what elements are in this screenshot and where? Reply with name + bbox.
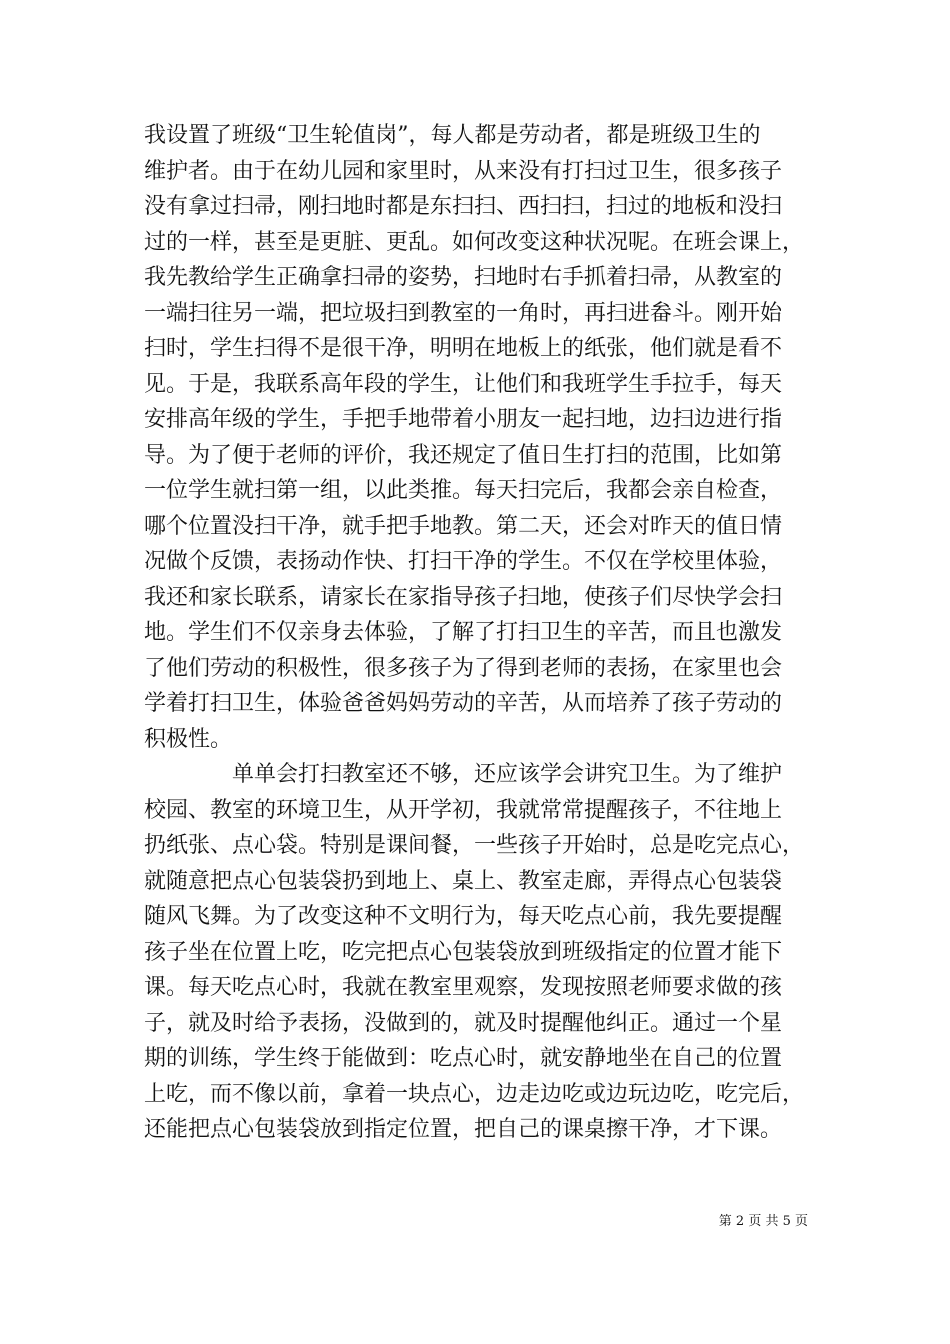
text-line: 维护者。由于在幼儿园和家里时，从来没有打扫过卫生，很多孩子 [144,158,783,184]
text-line: 校园、教室的环境卫生，从开学初，我就常常提醒孩子，不往地上 [144,797,783,823]
text-line: 期的训练，学生终于能做到：吃点心时，就安静地坐在自己的位置 [144,1046,783,1071]
text-line: 况做个反馈，表扬动作快、打扫干净的学生。不仅在学校里体验， [144,549,783,574]
text-line: 一端扫往另一端，把垃圾扫到教室的一角时，再扫进畚斗。刚开始 [144,300,783,326]
page-number: 第 2 页 共 5 页 [718,1214,808,1229]
text-line: 我还和家长联系，请家长在家指导孩子扫地，使孩子们尽快学会扫 [144,584,783,610]
text-line: 扫时，学生扫得不是很干净，明明在地板上的纸张，他们就是看不 [144,336,783,361]
text-line: 了他们劳动的积极性，很多孩子为了得到老师的表扬，在家里也会 [144,655,783,681]
text-line: 还能把点心包装袋放到指定位置，把自己的课桌擦干净，才下课。 [144,1117,783,1142]
text-line: 导。为了便于老师的评价，我还规定了值日生打扫的范围，比如第 [144,442,783,468]
text-line: 积极性。 [144,726,233,752]
text-line: 我先教给学生正确拿扫帚的姿势，扫地时右手抓着扫帚，从教室的 [144,265,783,290]
text-line: 单单会打扫教室还不够，还应该学会讲究卫生。为了维护 [144,762,783,787]
text-line: 哪个位置没扫干净，就手把手地教。第二天，还会对昨天的值日情 [144,513,783,539]
text-line: 扔纸张、点心袋。特别是课间餐，一些孩子开始时，总是吃完点心， [144,833,805,858]
text-line: 孩子坐在位置上吃，吃完把点心包装袋放到班级指定的位置才能下 [144,939,783,965]
text-line: 就随意把点心包装袋扔到地上、桌上、教室走廊，弄得点心包装袋 [144,868,783,894]
text-line: 课。每天吃点心时，我就在教室里观察，发现按照老师要求做的孩 [144,975,783,1000]
text-line: 学着打扫卫生，体验爸爸妈妈劳动的辛苦，从而培养了孩子劳动的 [144,691,783,716]
text-line: 我设置了班级“卫生轮值岗”，每人都是劳动者，都是班级卫生的 [144,123,761,148]
text-line: 上吃，而不像以前，拿着一块点心，边走边吃或边玩边吃，吃完后， [144,1081,805,1107]
body-text [144,118,814,1148]
text-line: 过的一样，甚至是更脏、更乱。如何改变这种状况呢。在班会课上， [144,229,805,255]
text-line: 地。学生们不仅亲身去体验，了解了打扫卫生的辛苦，而且也激发 [144,620,783,645]
text-line: 一位学生就扫第一组，以此类推。每天扫完后，我都会亲自检查， [144,478,783,503]
text-line: 随风飞舞。为了改变这种不文明行为，每天吃点心前，我先要提醒 [144,904,783,929]
text-line: 子，就及时给予表扬，没做到的，就及时提醒他纠正。通过一个星 [144,1010,783,1036]
text-line: 没有拿过扫帚，刚扫地时都是东扫扫、西扫扫，扫过的地板和没扫 [144,194,783,219]
text-line: 见。于是，我联系高年段的学生，让他们和我班学生手拉手，每天 [144,371,783,397]
text-line: 安排高年级的学生，手把手地带着小朋友一起扫地，边扫边进行指 [144,407,783,432]
